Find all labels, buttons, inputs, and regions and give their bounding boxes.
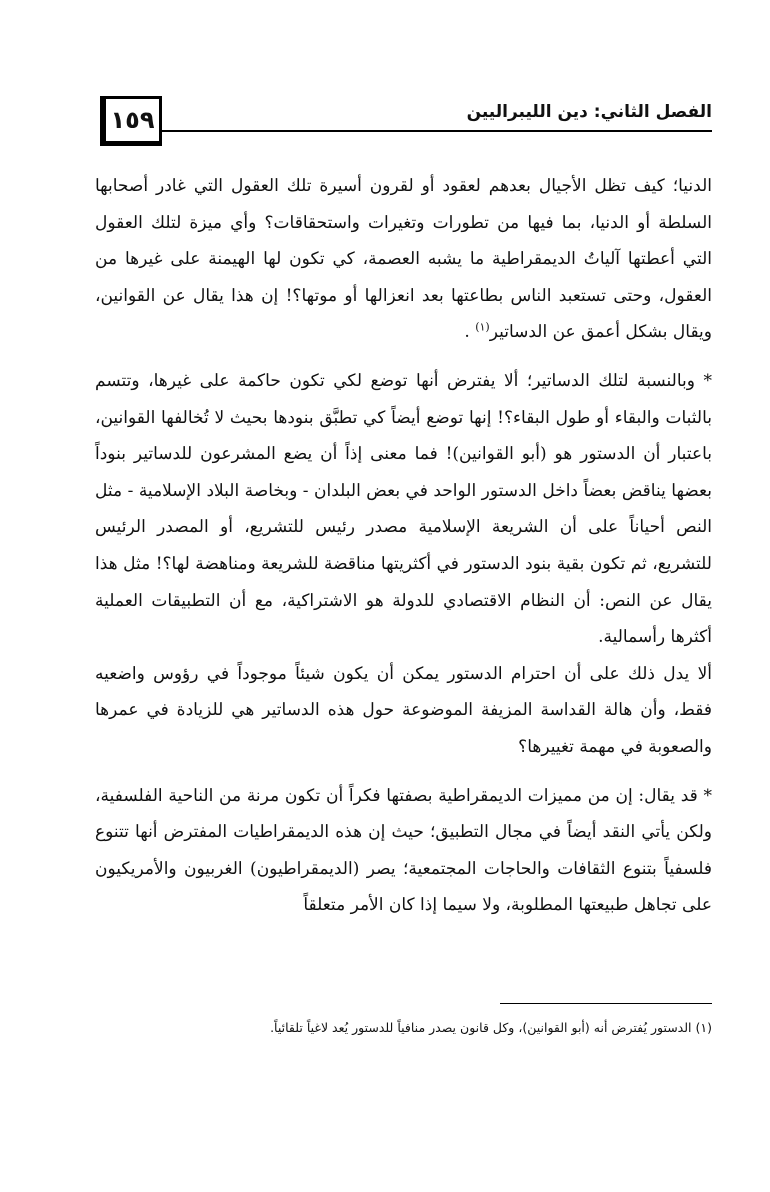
paragraph-4: * قد يقال: إن من مميزات الديمقراطية بصفتها فكراً أن تكون مرنة من الناحية الفلسفية، ولكن يأتي النقد أيضاً في مجال التطبيق؛ حيث إن هذه الديمقراطيات المفترض أنها تتنوع فلسفياً بتنوع الثقافات والحاجات المجتمعية؛ يصر (الديمقراطيون) الغربيون والأمريكيون على تجاهل طبيعتها المطلوبة، ولا سيما إذا كان الأمر متعلقاً <box>95 785 712 916</box>
paragraph-1 <box>95 168 712 351</box>
body-text <box>95 168 712 924</box>
header-rule <box>162 130 712 132</box>
footnote-reference: (١) <box>475 320 490 334</box>
page-header <box>100 96 712 158</box>
chapter-title: الفصل الثاني: دين الليبراليين <box>466 102 712 122</box>
paragraph-3: ألا يدل ذلك على أن احترام الدستور يمكن أن يكون شيئاً موجوداً في رؤوس واضعيه فقط، وأن هالة القداسة المزيفة الموضوعة حول هذه الدساتير هي للزيادة في عمرها والصعوبة في مهمة تغييرها؟ <box>95 663 712 757</box>
paragraph-1-text: الدنيا؛ كيف تظل الأجيال بعدهم لعقود أو لقرون أسيرة تلك العقول التي غادر أصحابها السلطة أو الدنيا، بما فيها من تطورات وتغيرات واستحقاقات؟ وأي ميزة لتلك العقول التي أعطتها آلياتُ الديمقراطية ما يشبه العصمة، كي تكون لها الهيمنة على غيرها من العقول، وحتى تستعبد الناس بطاعتها بعد انعزالها أو موتها؟! إن هذا يقال عن القوانين، ويقال بشكل أعمق عن الدساتير <box>95 176 712 343</box>
paragraph-1-end: . <box>464 322 470 343</box>
footnote-separator <box>500 1003 712 1004</box>
footnote: (١) الدستور يُفترض أنه (أبو القوانين)، وكل قانون يصدر منافياً للدستور يُعد لاغياً تلقائياً. <box>270 1020 712 1035</box>
paragraph-2: * وبالنسبة لتلك الدساتير؛ ألا يفترض أنها توضع لكي تكون حاكمة على غيرها، وتتسم بالثبات والبقاء أو طول البقاء؟! إنها توضع أيضاً كي تطبَّق بنودها بحيث لا تُخالفها القوانين، باعتبار أن الدستور هو (أبو القوانين)! فما معنى إذاً أن يضع المشرعون للدساتير بنوداً بعضها يناقض بعضاً داخل الدستور الواحد في بعض البلدان - وبخاصة البلاد الإسلامية - مثل النص أحياناً على أن الشريعة الإسلامية مصدر رئيس للتشريع، أو المصدر الرئيس للتشريع، ثم تكون بقية بنود الدستور في أكثريتها مناقضة للشريعة ومناهضة لها؟! مثل هذا يقال عن النص: أن النظام الاقتصادي للدولة هو الاشتراكية، مع أن التطبيقات العملية أكثرها رأسمالية. <box>95 370 712 648</box>
page-number-box <box>100 96 162 146</box>
page-number: ١٥٩ <box>110 106 155 134</box>
